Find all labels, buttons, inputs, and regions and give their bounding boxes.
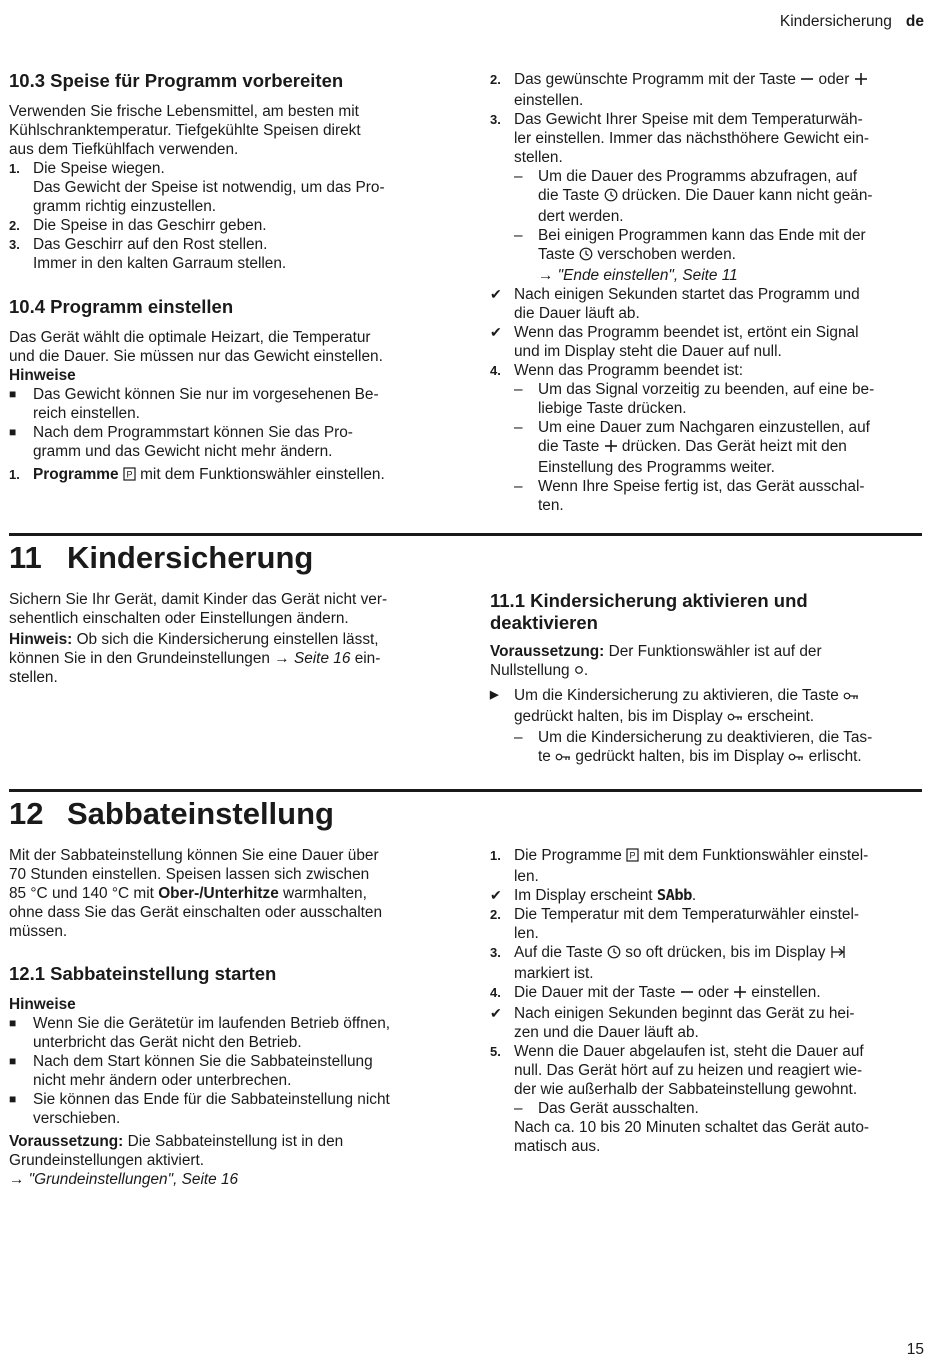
running-header: [780, 12, 924, 31]
chapter-divider: [9, 789, 922, 792]
chapter-11-hint: Hinweis: Ob sich die Kindersicherung einstellen lässt, können Sie in den Grundeinstellungen → Seite 16 ein- stellen.: [9, 631, 381, 686]
program-symbol-icon: [626, 848, 639, 867]
program-symbol-icon: [123, 467, 136, 486]
step-item: 3. Das Gewicht Ihrer Speise mit dem Temperaturwäh- ler einstellen. Immer das nächsthöhere Gewicht ein- stellen.: [490, 111, 870, 166]
key-icon: [788, 749, 804, 768]
arrow-right-icon: →: [274, 650, 290, 667]
header-title: Kindersicherung: [779, 13, 892, 30]
step-item: 1. Die Programme P mit dem Funktionswähler einstel- len.: [490, 847, 869, 885]
sub-item: – Um die Kindersicherung zu deaktivieren, die Tas- te gedrückt halten, bis im Display erlischt.: [490, 728, 922, 768]
chapter-11-left-column: [9, 590, 441, 687]
chapter-12-right-column: [490, 846, 922, 1156]
clock-key-icon: [579, 247, 593, 266]
plus-key-icon: [604, 439, 618, 458]
chapter-11-heading: 11 Kindersicherung: [9, 540, 314, 575]
sub-item: – Wenn Ihre Speise fertig ist, das Gerät ausschal- ten.: [514, 478, 865, 514]
clock-key-icon: [607, 945, 621, 964]
step-item: 1. Programme P mit dem Funktionswähler einstellen.: [9, 465, 441, 486]
section-10-left-column: [9, 70, 441, 486]
chapter-12-intro: Mit der Sabbateinstellung können Sie eine Dauer über 70 Stunden einstellen. Speisen lassen sich zwischen 85 °C und 140 °C mit Ober-/Unterhitze warmhalten, ohne dass Sie das Gerät einschalten oder ausschalten müssen.: [9, 847, 383, 940]
end-time-icon: [830, 945, 846, 964]
checkmark-icon: ✔: [490, 1005, 502, 1021]
sub-item: – Um das Signal vorzeitig zu beenden, auf eine be- liebige Taste drücken.: [514, 381, 875, 417]
zero-position-icon: [574, 663, 584, 682]
note-item: ■ Das Gewicht können Sie nur im vorgesehenen Be- reich einstellen.: [9, 386, 379, 422]
step-item: 2. Das gewünschte Programm mit der Taste oder einstellen.: [490, 70, 922, 110]
section-12-1-heading: 12.1 Sabbateinstellung starten: [9, 963, 277, 984]
key-icon: [843, 688, 859, 707]
language-code: de: [905, 13, 924, 30]
note-item: ■ Wenn Sie die Gerätetür im laufenden Betrieb öffnen, unterbricht das Gerät nicht den Betrieb.: [9, 1015, 391, 1051]
closing-note: Nach ca. 10 bis 20 Minuten schaltet das Gerät auto- matisch aus.: [514, 1119, 870, 1155]
step-item: 4. Die Dauer mit der Taste oder einstellen.: [490, 983, 922, 1004]
step-item: 2. Die Temperatur mit dem Temperaturwähler einstel- len.: [490, 906, 860, 942]
cross-reference-link[interactable]: → Seite 16: [274, 650, 351, 667]
precondition: Voraussetzung: Der Funktionswähler ist auf der Nullstellung .: [490, 642, 922, 682]
result-item: ✔ Nach einigen Sekunden startet das Programm und die Dauer läuft ab.: [490, 286, 860, 322]
step-item: 3. Das Geschirr auf den Rost stellen. Immer in den kalten Garraum stellen.: [9, 236, 287, 272]
step-item: 2. Die Speise in das Geschirr geben.: [9, 217, 267, 234]
step-item: 1. Die Speise wiegen. Das Gewicht der Speise ist notwendig, um das Pro- gramm richtig einzustellen.: [9, 160, 385, 215]
page-number: 15: [906, 1341, 924, 1358]
checkmark-icon: ✔: [490, 286, 502, 302]
sub-item: – Um die Dauer des Programms abzufragen, auf die Taste drücken. Die Dauer kann nicht geän- dert werden.: [514, 168, 873, 225]
sub-item: – Bei einigen Programmen kann das Ende mit der Taste verschoben werden. → "Ende einstellen", Seite 11: [514, 227, 866, 284]
note-item: ■ Nach dem Programmstart können Sie das Pro- gramm und das Gewicht nicht mehr ändern.: [9, 424, 353, 460]
step-item: 4. Wenn das Programm beendet ist:: [490, 362, 743, 379]
step-item: 5. Wenn die Dauer abgelaufen ist, steht die Dauer auf null. Das Gerät hört auf zu heizen und reagiert wie- der wie außerhalb der Sabbateinstellung gewohnt.: [490, 1043, 864, 1098]
clock-key-icon: [604, 188, 618, 207]
result-item: ✔ Nach einigen Sekunden beginnt das Gerät zu hei- zen und die Dauer läuft ab.: [490, 1005, 855, 1041]
plus-key-icon: [854, 72, 868, 91]
result-item: ✔ Wenn das Programm beendet ist, ertönt ein Signal und im Display steht die Dauer auf null.: [490, 324, 859, 360]
step-item: 3. Auf die Taste so oft drücken, bis im Display markiert ist.: [490, 943, 922, 983]
section-10-3-heading: 10.3 Speise für Programm vorbereiten: [9, 70, 344, 91]
svg-text:P: P: [629, 850, 636, 861]
chapter-11-right-column: [490, 590, 922, 768]
sub-item: – Um eine Dauer zum Nachgaren einzustellen, auf die Taste drücken. Das Gerät heizt mit den Einstellung des Programms weiter.: [514, 419, 870, 476]
svg-text:P: P: [126, 469, 133, 480]
key-icon: [727, 709, 743, 728]
plus-key-icon: [733, 985, 747, 1004]
precondition: Voraussetzung: Die Sabbateinstellung ist in den Grundeinstellungen aktiviert. → "Grundeinstellungen", Seite 16: [9, 1133, 344, 1188]
chapter-12-left-column: [9, 846, 441, 1189]
notes-heading: Hinweise: [9, 367, 76, 384]
checkmark-icon: ✔: [490, 324, 502, 340]
sub-item: – Das Gerät ausschalten.: [514, 1100, 699, 1117]
section-10-4-intro: Das Gerät wählt die optimale Heizart, die Temperatur und die Dauer. Sie müssen nur das Gewicht einstellen.: [9, 329, 383, 365]
action-item: ▶ Um die Kindersicherung zu aktivieren, die Taste gedrückt halten, bis im Display erscheint.: [490, 686, 922, 728]
note-item: ■ Nach dem Start können Sie die Sabbateinstellung nicht mehr ändern oder unterbrechen.: [9, 1053, 373, 1089]
note-item: ■ Sie können das Ende für die Sabbateinstellung nicht verschieben.: [9, 1091, 390, 1127]
display-text-sabb: SAbb: [656, 886, 692, 904]
arrow-right-icon: →: [538, 267, 554, 284]
key-icon: [555, 749, 571, 768]
chapter-12-heading: 12 Sabbateinstellung: [9, 796, 334, 831]
section-11-1-heading: 11.1 Kindersicherung aktivieren und deaktivieren: [490, 590, 808, 633]
result-item: ✔ Im Display erscheint SAbb.: [490, 886, 697, 904]
section-10-4-heading: 10.4 Programm einstellen: [9, 296, 234, 317]
arrow-right-icon: →: [9, 1171, 25, 1188]
section-10-right-column: [490, 70, 922, 515]
chapter-11-intro: Sichern Sie Ihr Gerät, damit Kinder das Gerät nicht ver- sehentlich einschalten oder Einstellungen ändern.: [9, 591, 388, 627]
cross-reference-link[interactable]: → "Ende einstellen", Seite 11: [538, 267, 738, 284]
notes-heading: Hinweise: [9, 996, 76, 1013]
minus-key-icon: [680, 985, 694, 1004]
triangle-right-icon: ▶: [490, 689, 499, 701]
checkmark-icon: ✔: [490, 887, 502, 903]
cross-reference-link[interactable]: → "Grundeinstellungen", Seite 16: [9, 1171, 239, 1188]
section-10-3-intro: Verwenden Sie frische Lebensmittel, am besten mit Kühlschranktemperatur. Tiefgekühlte Speisen direkt aus dem Tiefkühlfach verwenden.: [9, 103, 361, 158]
chapter-divider: [9, 533, 922, 536]
minus-key-icon: [800, 72, 814, 91]
